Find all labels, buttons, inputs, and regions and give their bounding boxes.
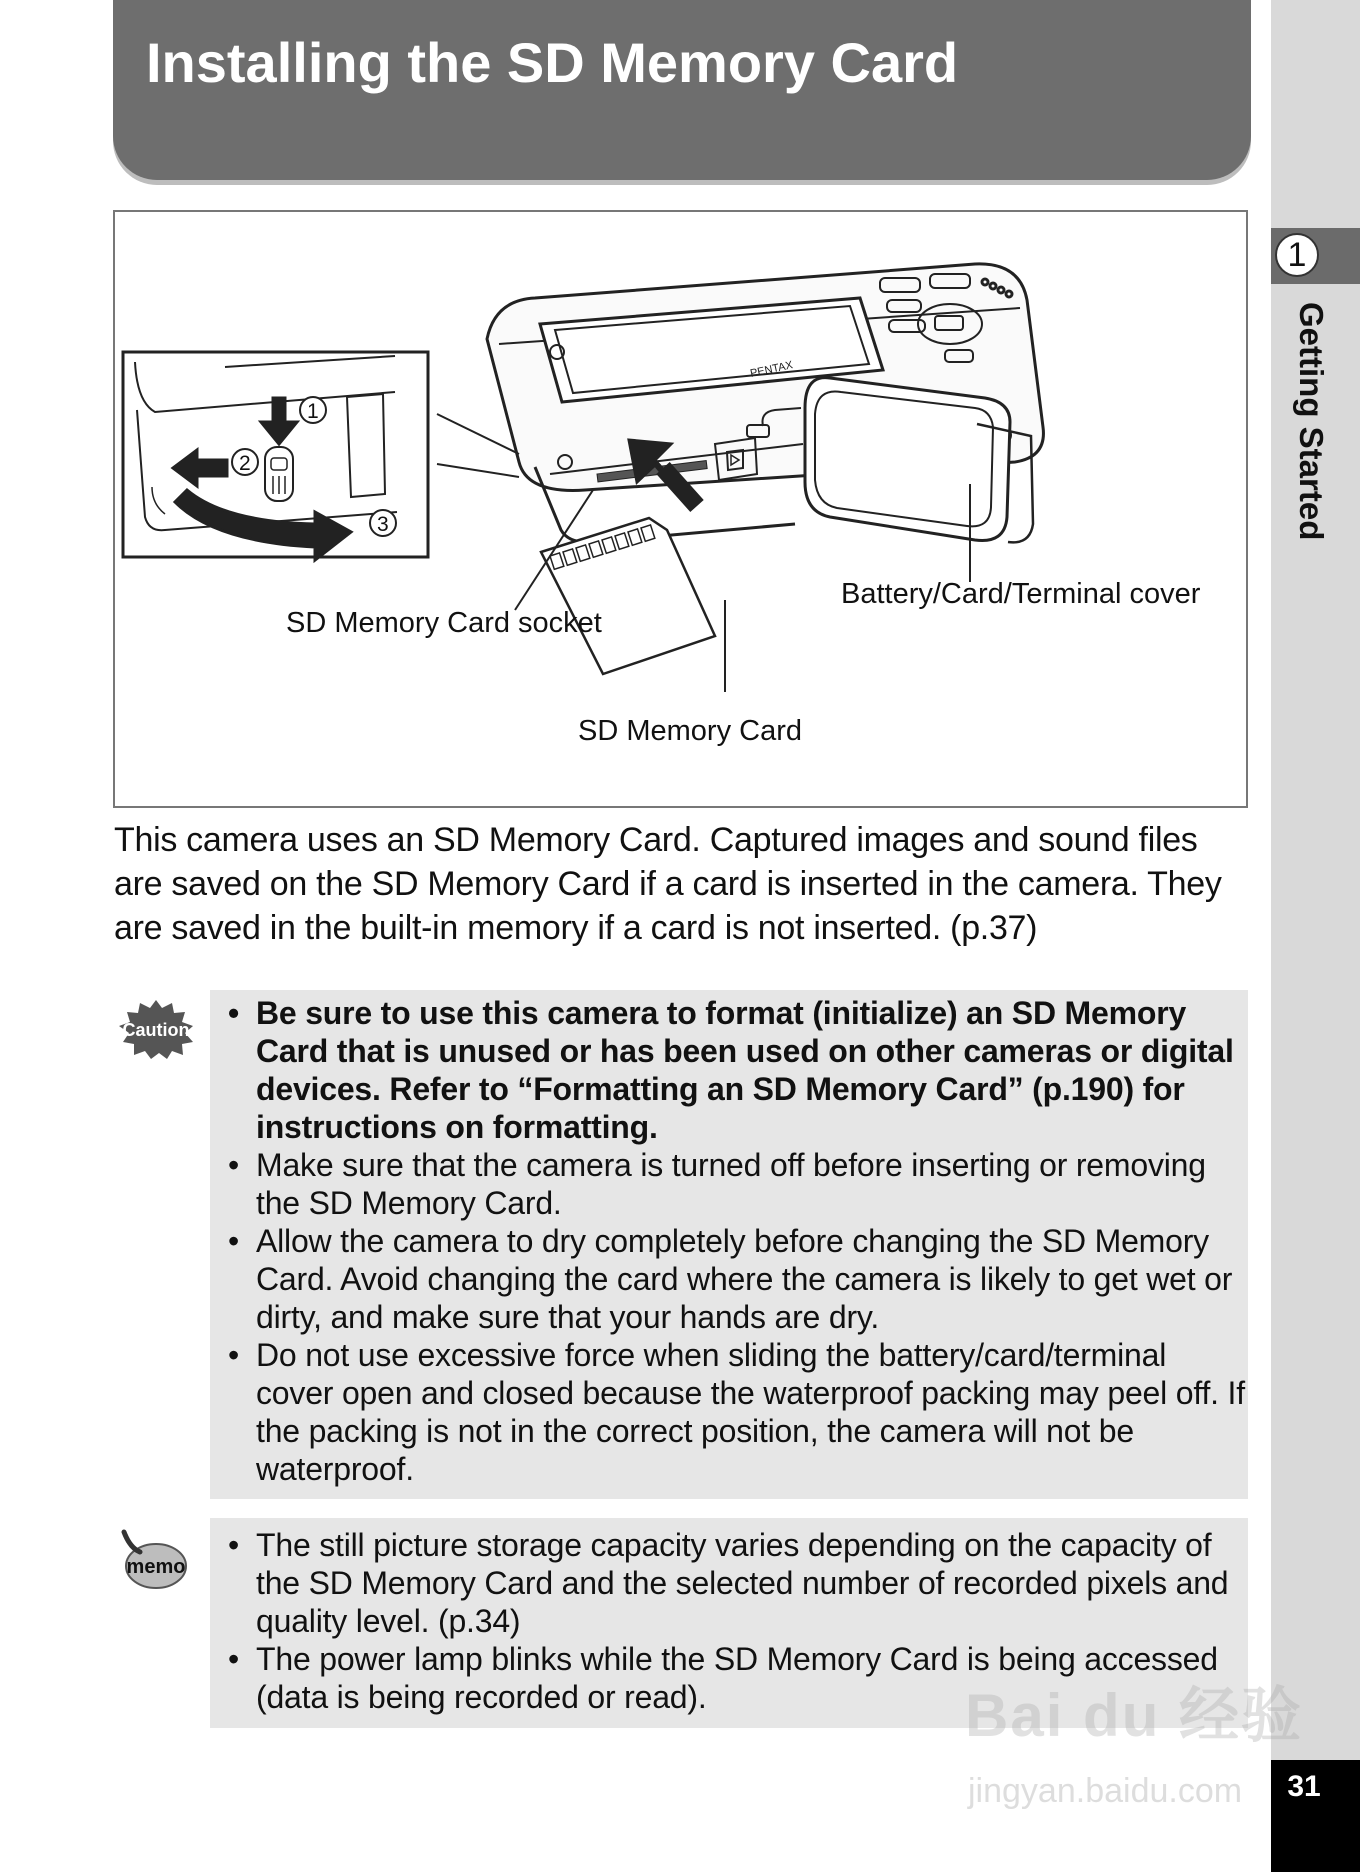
watermark-url: jingyan.baidu.com bbox=[968, 1772, 1243, 1810]
label-card-socket: SD Memory Card socket bbox=[286, 607, 602, 639]
caution-icon bbox=[115, 998, 197, 1060]
chapter-title: Getting Started bbox=[1293, 302, 1330, 541]
memo-icon-label: memo bbox=[126, 1556, 186, 1578]
installation-figure bbox=[113, 210, 1248, 808]
step-2-number: 2 bbox=[239, 452, 251, 475]
step-1-number: 1 bbox=[307, 400, 319, 423]
caution-item: • Do not use excessive force when sliding the battery/card/terminal cover open and closed because the waterproof packing may peel off. If the packing is not in the correct position, the camera will not be waterproof. bbox=[228, 1337, 1245, 1487]
memo-item: • The still picture storage capacity varies depending on the capacity of the SD Memory Card and the selected number of recorded pixels and quality level. (p.34) bbox=[228, 1527, 1229, 1639]
caution-item: • Be sure to use this camera to format (initialize) an SD Memory Card that is unused or has been used on other cameras or digital devices. Refer to “Formatting an SD Memory Card” (p.190) for instructions on formatting. bbox=[228, 995, 1234, 1145]
page-title: Installing the SD Memory Card bbox=[146, 31, 959, 94]
memo-icon bbox=[118, 1528, 188, 1590]
page-number: 31 bbox=[1287, 1770, 1321, 1803]
caution-box bbox=[210, 990, 1248, 1499]
caution-item: • Allow the camera to dry completely before changing the SD Memory Card. Avoid changing the card where the camera is likely to get wet or dirty, and make sure that your hands are dry. bbox=[228, 1223, 1233, 1335]
memo-item: • The power lamp blinks while the SD Memory Card is being accessed (data is being recorded or read). bbox=[228, 1641, 1218, 1715]
watermark-logo: Bai du 经验 bbox=[965, 1682, 1304, 1749]
intro-paragraph: This camera uses an SD Memory Card. Captured images and sound files are saved on the SD Memory Card if a card is inserted in the camera. They are saved in the built-in memory if a card is not inserted. (p.37) bbox=[114, 821, 1222, 947]
caution-item: • Make sure that the camera is turned off before inserting or removing the SD Memory Card. bbox=[228, 1147, 1206, 1221]
caution-icon-label: Caution bbox=[122, 1020, 190, 1040]
brand-text: PENTAX bbox=[749, 359, 794, 380]
chapter-number: 1 bbox=[1275, 233, 1319, 277]
step-3-number: 3 bbox=[377, 513, 389, 536]
label-card-cover: Battery/Card/Terminal cover bbox=[841, 578, 1201, 610]
label-sd-card: SD Memory Card bbox=[578, 715, 802, 747]
